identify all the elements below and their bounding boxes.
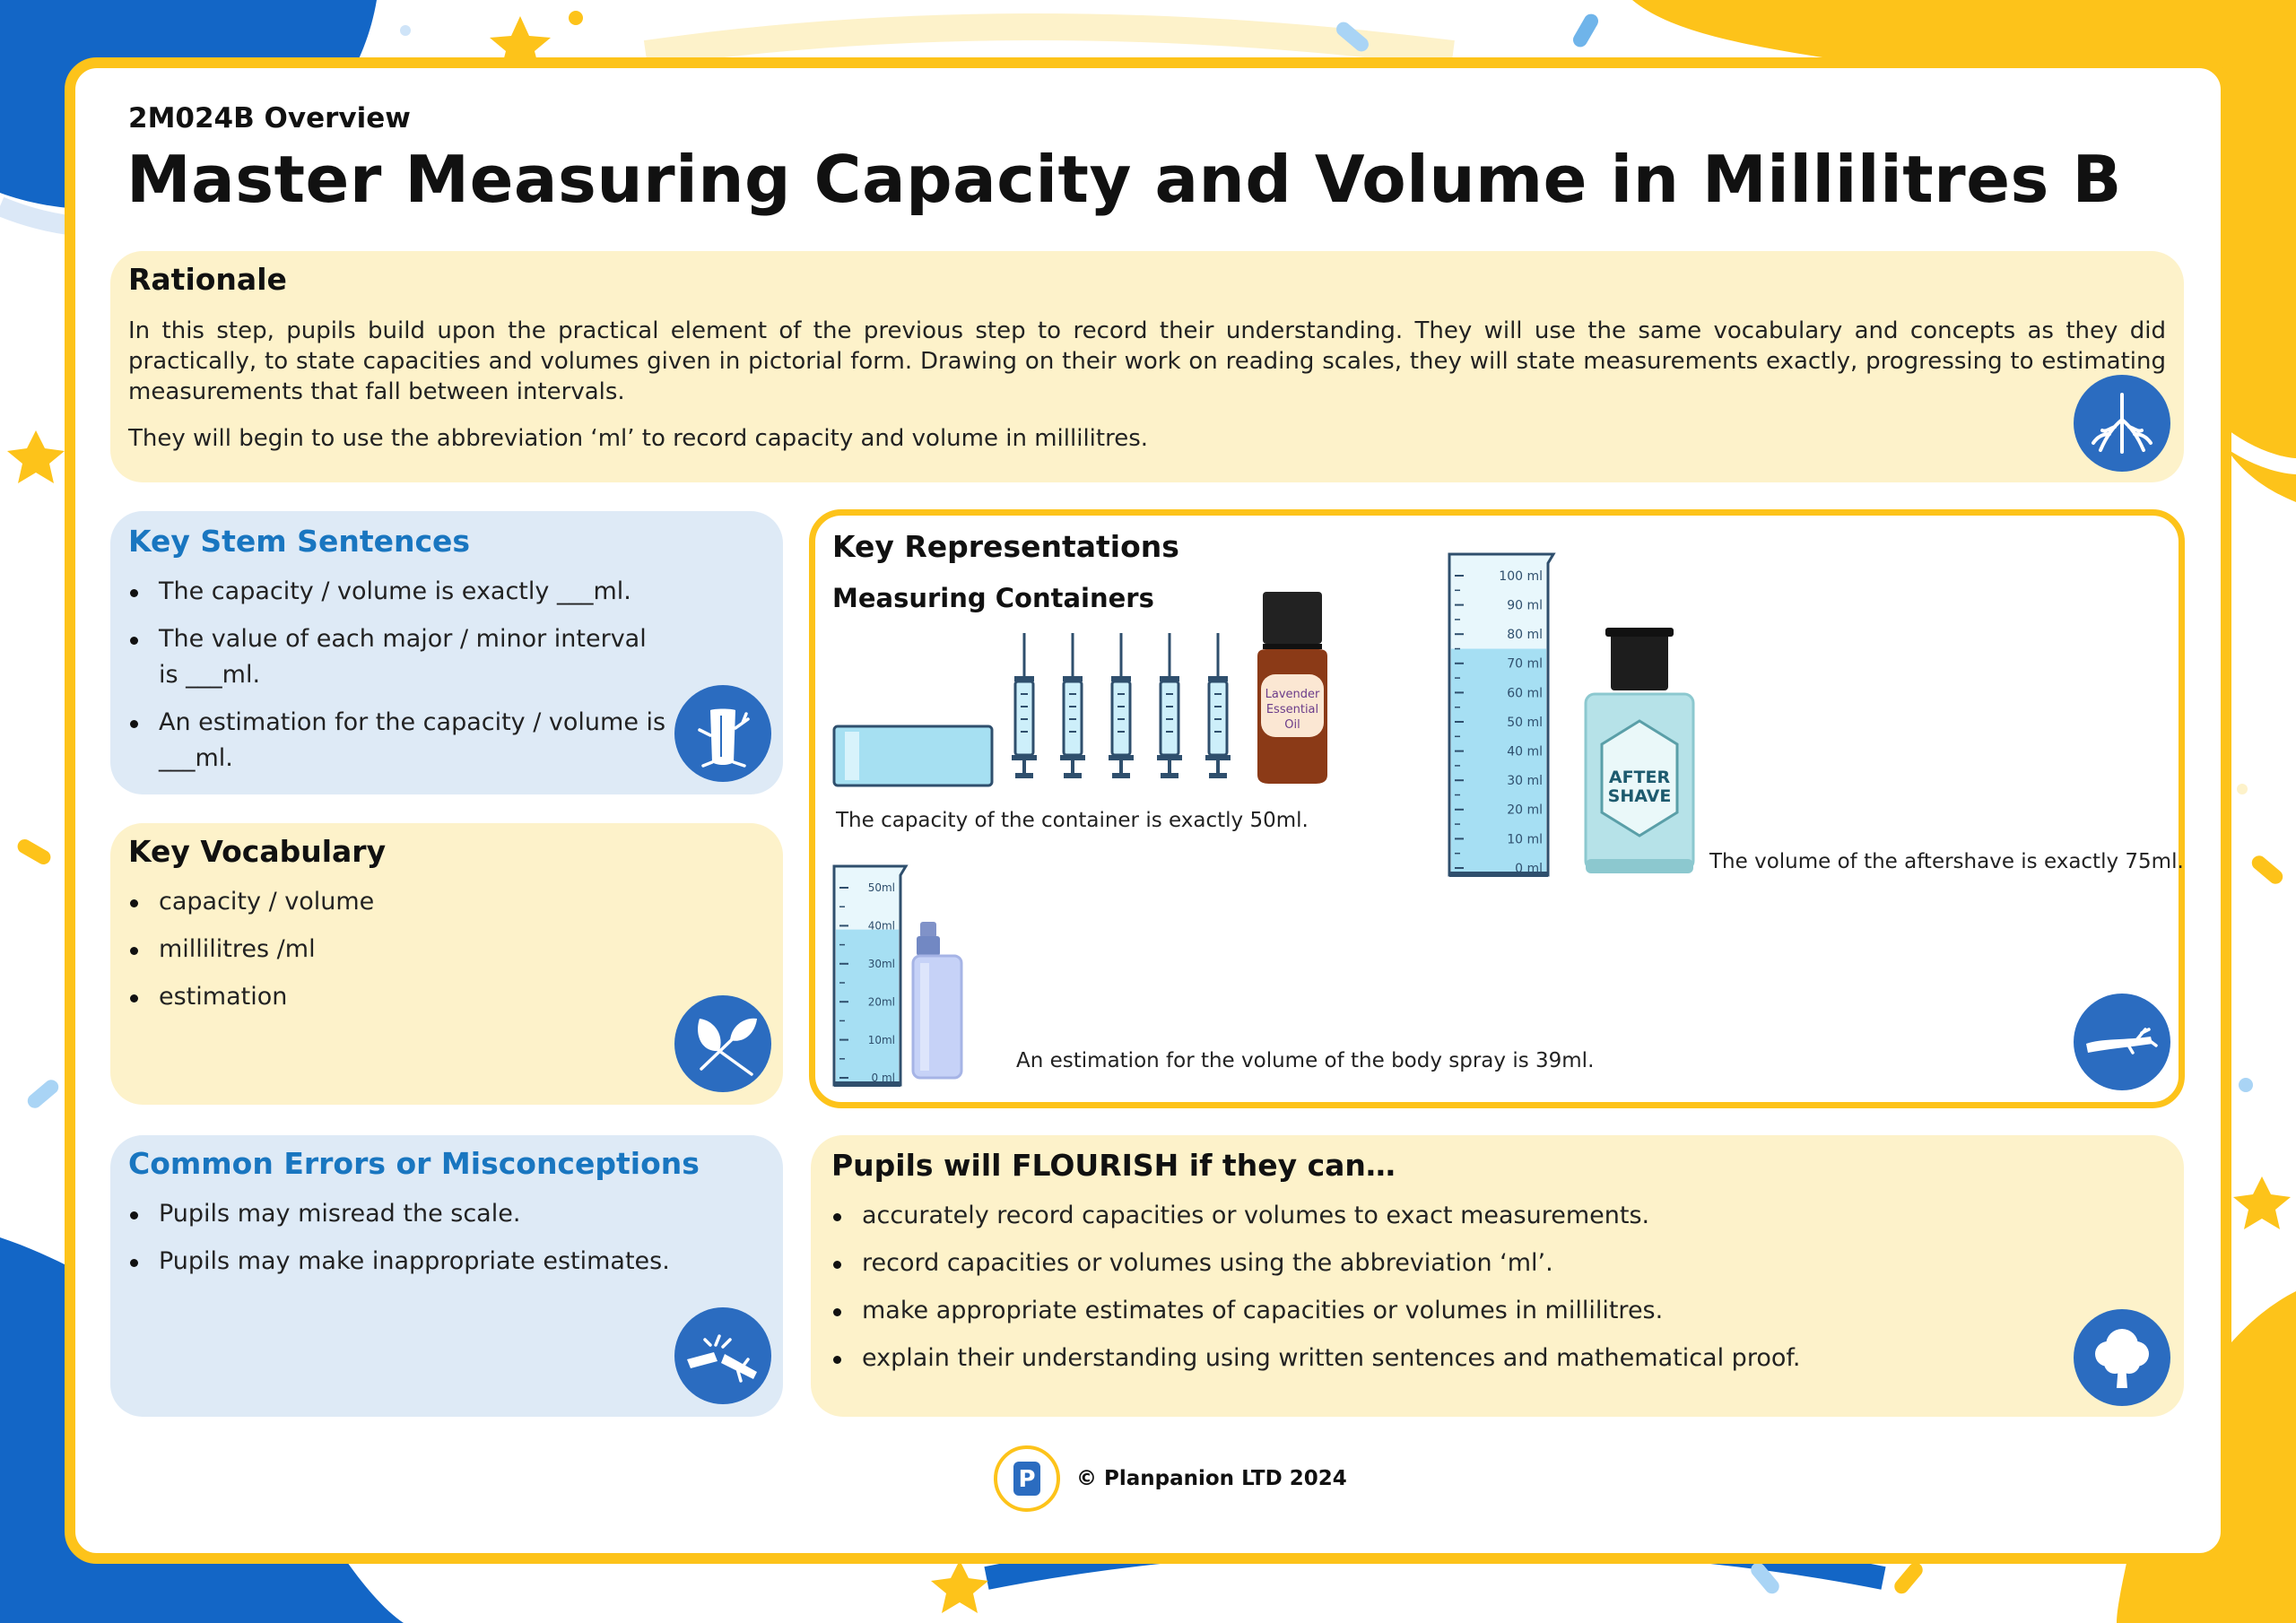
cylinder-100ml-tick-label: 10 ml [1507,832,1543,847]
tree-trunk-icon [674,685,771,782]
vocabulary-heading: Key Vocabulary [128,834,387,869]
misconceptions-heading: Common Errors or Misconceptions [128,1146,700,1181]
list-item: Pupils may misread the scale. [128,1196,711,1232]
stem-sentences-list [128,574,666,788]
cylinder-100ml [1449,554,1553,877]
rationale-paragraph-2: They will begin to use the abbreviation ‘ml’ to record capacity and volume in millilitres. [128,425,1149,452]
measuring-containers-heading: Measuring Containers [832,583,1154,613]
list-item: The value of each major / minor interval is ___ml. [128,621,666,693]
rationale-heading: Rationale [128,262,287,297]
cylinder-50ml-tick-label: 50ml [867,881,895,895]
cylinder-50ml-tick-label: 30ml [867,958,895,970]
aftershave-label-line-1: AFTER [1608,768,1671,787]
list-item: estimation [128,979,666,1015]
lavender-oil-bottle [1257,592,1327,784]
cylinder-100ml-tick-label: 70 ml [1507,656,1543,672]
caption-container: The capacity of the container is exactly 50ml. [836,809,1309,832]
broken-branch-icon [674,1307,771,1404]
flourish-heading: Pupils will FLOURISH if they can… [831,1148,1396,1183]
cylinder-50ml-tick-label: 10ml [867,1033,895,1046]
list-item: millilitres /ml [128,932,666,968]
aftershave-bottle [1586,628,1693,873]
lesson-code: 2M024B Overview [128,102,411,135]
tree-icon [2074,1309,2170,1406]
roots-icon [2074,375,2170,472]
rationale-paragraph-1: In this step, pupils build upon the practical element of the previous step to record their understanding. They will use the same vocabulary and concepts as they did practically, to state capacities and volumes given in pictorial form. Drawing on their work on reading scales, they will state measurements exactly, progressing to estimating measurements that fall between intervals. [128,317,2166,405]
list-item: record capacities or volumes using the abbreviation ‘ml’. [831,1245,2069,1281]
cylinder-100ml-tick-label: 80 ml [1507,628,1543,643]
lavender-label-line-2: Essential [1265,703,1319,716]
list-item: capacity / volume [128,884,666,920]
stem-sentences-heading: Key Stem Sentences [128,524,471,559]
list-item: accurately record capacities or volumes to exact measurements. [831,1198,2069,1234]
cylinder-100ml-tick-label: 0 ml [1515,861,1543,876]
caption-body-spray: An estimation for the volume of the body spray is 39ml. [1016,1049,1595,1072]
cylinder-100ml-tick-label: 30 ml [1507,774,1543,789]
lavender-label-line-3: Oil [1284,718,1300,732]
cylinder-50ml [834,866,906,1087]
cylinder-100ml-tick-label: 40 ml [1507,744,1543,759]
cylinder-50ml-tick-label: 40ml [867,919,895,933]
cylinder-100ml-tick-label: 50 ml [1507,715,1543,730]
cylinder-100ml-tick-label: 20 ml [1507,803,1543,818]
tray-container [834,726,992,785]
misconceptions-list [128,1196,711,1291]
lavender-label-line-1: Lavender [1265,688,1320,701]
cylinder-50ml-tick-label: 20ml [867,995,895,1009]
copyright-text: © Planpanion LTD 2024 [1076,1467,1347,1490]
planpanion-logo [994,1445,1060,1512]
list-item: The capacity / volume is exactly ___ml. [128,574,666,610]
syringes [1012,633,1231,778]
branch-icon [2074,994,2170,1090]
vocabulary-list [128,884,666,1027]
svg-text:P: P [1018,1466,1036,1493]
aftershave-label-line-2: SHAVE [1607,786,1672,806]
list-item: An estimation for the capacity / volume is ___ml. [128,705,666,777]
caption-aftershave: The volume of the aftershave is exactly 75ml. [1709,850,2184,873]
cylinder-50ml-tick-label: 0 ml [871,1072,895,1085]
leaves-icon [674,995,771,1092]
body-spray-bottle [913,922,961,1078]
list-item: Pupils may make inappropriate estimates. [128,1244,711,1280]
list-item: explain their understanding using written sentences and mathematical proof. [831,1341,2069,1376]
cylinder-100ml-tick-label: 90 ml [1507,598,1543,613]
flourish-list [831,1198,2069,1388]
representations-heading: Key Representations [832,529,1179,564]
list-item: make appropriate estimates of capacities or volumes in millilitres. [831,1293,2069,1329]
cylinder-100ml-tick-label: 60 ml [1507,686,1543,701]
cylinder-100ml-tick-label: 100 ml [1499,568,1543,584]
page-title: Master Measuring Capacity and Volume in Millilitres B [126,142,2122,217]
